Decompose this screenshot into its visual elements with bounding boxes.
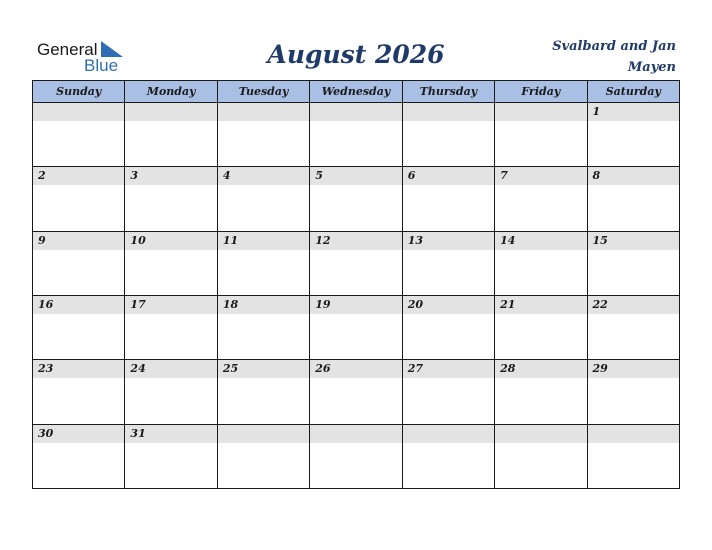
day-number: 26 bbox=[310, 360, 401, 378]
weekday-wednesday: Wednesday bbox=[310, 81, 402, 103]
day-number: 14 bbox=[495, 232, 586, 250]
day-number bbox=[218, 103, 309, 121]
day-cell[interactable] bbox=[587, 295, 679, 359]
day-number: 6 bbox=[403, 167, 494, 185]
day-cell[interactable] bbox=[310, 295, 402, 359]
day-number: 15 bbox=[588, 232, 679, 250]
day-number: 1 bbox=[588, 103, 679, 121]
day-number: 17 bbox=[125, 296, 216, 314]
day-number: 4 bbox=[218, 167, 309, 185]
day-cell[interactable] bbox=[402, 103, 494, 167]
weekday-tuesday: Tuesday bbox=[217, 81, 309, 103]
day-number: 13 bbox=[403, 232, 494, 250]
day-cell[interactable] bbox=[125, 424, 217, 488]
day-number: 11 bbox=[218, 232, 309, 250]
day-number: 12 bbox=[310, 232, 401, 250]
day-number: 29 bbox=[588, 360, 679, 378]
day-cell[interactable] bbox=[495, 231, 587, 295]
day-number: 10 bbox=[125, 232, 216, 250]
weekday-friday: Friday bbox=[495, 81, 587, 103]
week-row bbox=[33, 360, 680, 424]
day-number: 22 bbox=[588, 296, 679, 314]
day-cell[interactable] bbox=[402, 167, 494, 231]
day-number: 18 bbox=[218, 296, 309, 314]
day-number: 9 bbox=[33, 232, 124, 250]
day-number bbox=[125, 103, 216, 121]
day-number: 24 bbox=[125, 360, 216, 378]
day-number: 5 bbox=[310, 167, 401, 185]
day-number: 16 bbox=[33, 296, 124, 314]
day-cell[interactable] bbox=[495, 295, 587, 359]
day-cell[interactable] bbox=[310, 167, 402, 231]
day-number: 25 bbox=[218, 360, 309, 378]
day-number bbox=[403, 425, 494, 443]
logo-text-general: General bbox=[37, 40, 98, 59]
day-cell[interactable] bbox=[33, 167, 125, 231]
day-number: 31 bbox=[125, 425, 216, 443]
day-cell[interactable] bbox=[587, 167, 679, 231]
day-number: 2 bbox=[33, 167, 124, 185]
day-cell[interactable] bbox=[587, 424, 679, 488]
logo-triangle-icon bbox=[101, 41, 123, 57]
calendar-grid bbox=[32, 80, 680, 489]
week-row bbox=[33, 295, 680, 359]
day-cell[interactable] bbox=[310, 424, 402, 488]
day-number: 20 bbox=[403, 296, 494, 314]
weekday-header-row bbox=[33, 81, 680, 103]
day-cell[interactable] bbox=[217, 295, 309, 359]
day-number bbox=[218, 425, 309, 443]
weekday-sunday: Sunday bbox=[33, 81, 125, 103]
day-cell[interactable] bbox=[495, 360, 587, 424]
day-number bbox=[495, 103, 586, 121]
day-number bbox=[495, 425, 586, 443]
day-cell[interactable] bbox=[217, 424, 309, 488]
day-cell[interactable] bbox=[587, 231, 679, 295]
day-cell[interactable] bbox=[495, 424, 587, 488]
day-cell[interactable] bbox=[402, 360, 494, 424]
day-number: 19 bbox=[310, 296, 401, 314]
day-number: 3 bbox=[125, 167, 216, 185]
day-cell[interactable] bbox=[310, 360, 402, 424]
day-number: 23 bbox=[33, 360, 124, 378]
day-number: 21 bbox=[495, 296, 586, 314]
day-number bbox=[33, 103, 124, 121]
page-title: August 2026 bbox=[267, 40, 445, 69]
day-cell[interactable] bbox=[310, 231, 402, 295]
week-row bbox=[33, 167, 680, 231]
day-number: 8 bbox=[588, 167, 679, 185]
week-row bbox=[33, 424, 680, 488]
week-row bbox=[33, 103, 680, 167]
day-cell[interactable] bbox=[125, 167, 217, 231]
weekday-thursday: Thursday bbox=[402, 81, 494, 103]
day-cell[interactable] bbox=[495, 103, 587, 167]
day-number: 27 bbox=[403, 360, 494, 378]
day-cell[interactable] bbox=[125, 231, 217, 295]
day-number: 30 bbox=[33, 425, 124, 443]
day-cell[interactable] bbox=[125, 360, 217, 424]
day-cell[interactable] bbox=[402, 295, 494, 359]
day-number bbox=[588, 425, 679, 443]
generalblue-logo bbox=[37, 40, 137, 74]
day-cell[interactable] bbox=[33, 103, 125, 167]
day-cell[interactable] bbox=[402, 231, 494, 295]
day-cell[interactable] bbox=[217, 360, 309, 424]
day-cell[interactable] bbox=[587, 360, 679, 424]
day-cell[interactable] bbox=[33, 424, 125, 488]
weekday-monday: Monday bbox=[125, 81, 217, 103]
day-cell[interactable] bbox=[217, 167, 309, 231]
day-number bbox=[310, 425, 401, 443]
day-cell[interactable] bbox=[33, 231, 125, 295]
day-number bbox=[403, 103, 494, 121]
day-cell[interactable] bbox=[310, 103, 402, 167]
day-cell[interactable] bbox=[125, 295, 217, 359]
logo-text-blue: Blue bbox=[84, 56, 119, 75]
day-number: 7 bbox=[495, 167, 586, 185]
day-number bbox=[310, 103, 401, 121]
day-cell[interactable] bbox=[217, 103, 309, 167]
day-cell[interactable] bbox=[587, 103, 679, 167]
day-cell[interactable] bbox=[125, 103, 217, 167]
week-row bbox=[33, 231, 680, 295]
day-cell[interactable] bbox=[402, 424, 494, 488]
day-cell[interactable] bbox=[33, 360, 125, 424]
weekday-saturday: Saturday bbox=[587, 81, 679, 103]
day-cell[interactable] bbox=[217, 231, 309, 295]
day-cell[interactable] bbox=[495, 167, 587, 231]
day-number: 28 bbox=[495, 360, 586, 378]
region-label: Svalbard and Jan Mayen bbox=[552, 39, 676, 75]
day-cell[interactable] bbox=[33, 295, 125, 359]
